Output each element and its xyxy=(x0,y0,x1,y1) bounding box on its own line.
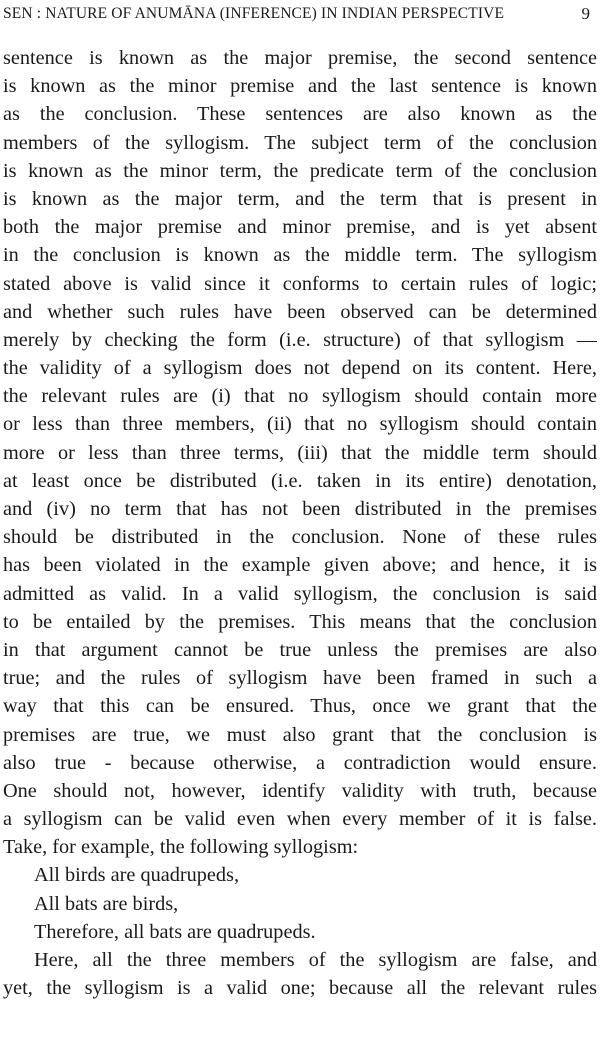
text-line: yet, the syllogism is a valid one; because all the relevant rules xyxy=(3,977,597,1000)
text-line: a syllogism can be valid even when every member of it is false. xyxy=(3,808,597,831)
text-line: the relevant rules are (i) that no syllogism should contain more xyxy=(3,385,597,408)
syllogism-example-line: All bats are birds, xyxy=(34,892,179,915)
text-line: way that this can be ensured. Thus, once we grant that the xyxy=(3,695,597,718)
text-line: merely by checking the form (i.e. structure) of that syllogism — xyxy=(3,328,597,351)
text-line: and (iv) no term that has not been distributed in the premises xyxy=(3,498,597,520)
text-line: as the conclusion. These sentences are also known as the xyxy=(3,103,597,126)
text-line: Take, for example, the following syllogism: xyxy=(3,836,359,859)
text-line: sentence is known as the major premise, the second sentence xyxy=(3,47,597,69)
text-line: is known as the minor term, the predicate term of the conclusion xyxy=(3,159,597,182)
text-line: in that argument cannot be true unless the premises are also xyxy=(3,638,597,661)
text-line: more or less than three terms, (iii) that the middle term should xyxy=(3,441,597,464)
text-line: to be entailed by the premises. This means that the conclusion xyxy=(3,610,597,633)
text-line: premises are true, we must also grant that the conclusion is xyxy=(3,723,597,746)
text-line: Here, all the three members of the syllogism are false, and xyxy=(34,949,597,971)
running-title: SEN : NATURE OF ANUMĀNA (INFERENCE) IN INDIAN PERSPECTIVE xyxy=(3,5,505,22)
text-line: has been violated in the example given above; and hence, it is xyxy=(3,554,597,577)
running-header xyxy=(0,0,600,36)
text-line: admitted as valid. In a valid syllogism, the conclusion is said xyxy=(3,582,597,605)
text-line: at least once be distributed (i.e. taken in its entire) denotation, xyxy=(3,469,597,492)
text-line: the validity of a syllogism does not depend on its content. Here, xyxy=(3,357,597,380)
text-line: should be distributed in the conclusion. None of these rules xyxy=(3,526,597,549)
text-line: also true - because otherwise, a contradiction would ensure. xyxy=(3,751,597,774)
syllogism-example-line: All birds are quadrupeds, xyxy=(34,864,240,887)
text-line: true; and the rules of syllogism have been framed in such a xyxy=(3,667,597,690)
text-line: members of the syllogism. The subject term of the conclusion xyxy=(3,131,597,154)
text-line: in the conclusion is known as the middle term. The syllogism xyxy=(3,244,597,267)
text-line: both the major premise and minor premise, and is yet absent xyxy=(3,216,597,239)
text-line: and whether such rules have been observed can be determined xyxy=(3,300,597,323)
page-number: 9 xyxy=(581,4,590,23)
text-line: stated above is valid since it conforms to certain rules of logic; xyxy=(3,272,597,295)
text-line: is known as the major term, and the term that is present in xyxy=(3,187,597,210)
text-line: One should not, however, identify validity with truth, because xyxy=(3,779,597,802)
body-text xyxy=(3,44,597,1002)
text-line: or less than three members, (ii) that no syllogism should contain xyxy=(3,413,597,436)
syllogism-example-line: Therefore, all bats are quadrupeds. xyxy=(34,920,316,943)
text-line: is known as the minor premise and the last sentence is known xyxy=(3,75,597,98)
